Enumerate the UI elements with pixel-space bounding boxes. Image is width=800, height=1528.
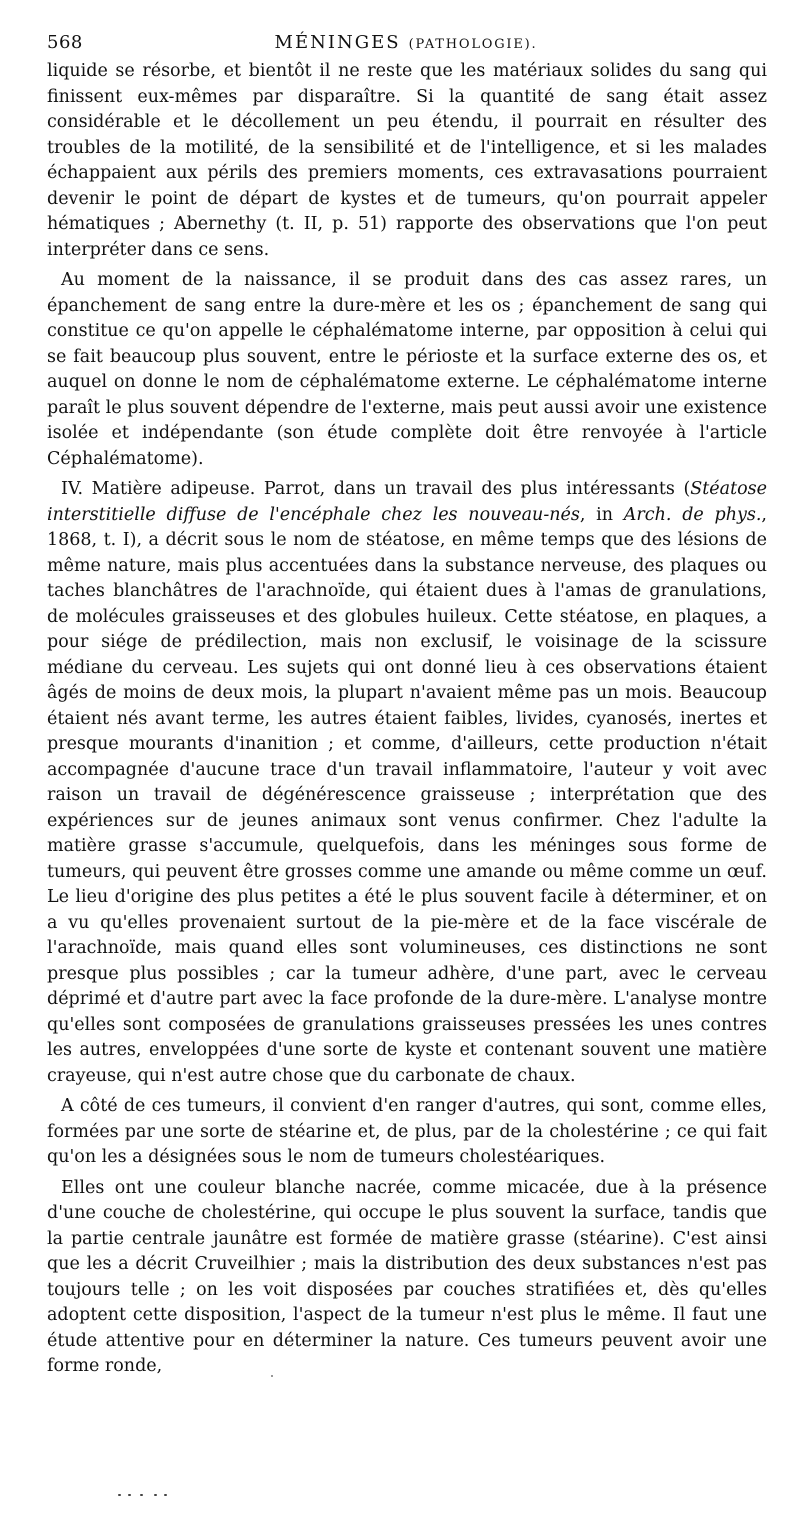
citation-connector: , in: [579, 504, 624, 525]
paragraph-adipose-matter: [47, 477, 767, 1089]
running-head-title: MÉNINGES: [274, 32, 401, 53]
running-head: [47, 32, 765, 53]
paragraph-cephalhematoma: Au moment de la naissance, il se produit dans des cas assez rares, un épanchement de sang entre la dure-mère et les os ; épanchement de sang qui constitue ce qu'on appelle le céphalématome interne, par opposition à celui qui se fait beaucoup plus souvent, entre le périoste et la surface externe des os, et auquel on donne le nom de céphalématome externe. Le céphalématome interne paraît le plus souvent dépendre de l'externe, mais peut aussi avoir une existence isolée et indépendante (son étude complète doit être renvoyée à l'article Céphalématome).: [47, 270, 767, 469]
print-mark: [128, 1494, 131, 1496]
paragraph-tumor-appearance: Elles ont une couleur blanche nacrée, comme micacée, due à la présence d'une couche de cholestérine, qui occupe le plus souvent la surface, tandis que la partie centrale jaunâtre est formée de matière grasse (stéarine). C'est ainsi que les a décrit Cruveilhier ; mais la distribution des deux substances n'est pas toujours telle ; on les voit disposées par couches stratifiées et, dès qu'elles adoptent cette disposition, l'aspect de la tumeur n'est plus le même. Il faut une étude attentive pour en déterminer la nature. Ces tumeurs peuvent avoir une forme ronde,: [47, 1177, 767, 1376]
cited-journal: Arch. de phys.: [623, 504, 762, 525]
print-marks: [118, 1490, 178, 1500]
body-text: [47, 59, 767, 1380]
cited-work-title: Stéatose interstitielle diffuse de l'encéphale chez les nouveau-nés: [47, 479, 767, 525]
paragraph-body: , 1868, t. I), a décrit sous le nom de stéatose, en même temps que des lésions de même nature, mais plus accentuées dans la substance nerveuse, des plaques ou taches blanchâtres de l'arachnoïde, qui étaient dues à l'amas de granulations, de molécules graisseuses et des globules huileux. Cette stéatose, en plaques, a pour siége de prédilection, mais non exclusif, le voisinage de la scissure médiane du cerveau. Les sujets qui ont donné lieu à ces observations étaient âgés de moins de deux mois, la plupart n'avaient même pas un mois. Beaucoup étaient nés avant terme, les autres étaient faibles, livides, cyanosés, inertes et presque mourants d'inanition ; et comme, d'ailleurs, cette production n'était accompagnée d'aucune trace d'un travail inflammatoire, l'auteur y voit avec raison un travail de dégénérescence graisseuse ; interprétation que des expériences sur de jeunes animaux sont venus confirmer. Chez l'adulte la matière grasse s'accumule, quelquefois, dans les méninges sous forme de tumeurs, qui peuvent être grosses comme une amande ou même comme un œuf. Le lieu d'origine des plus petites a été le plus souvent facile à déterminer, et on a vu qu'elles provenaient surtout de la pie-mère et de la face viscérale de l'arachnoïde, mais quand elles sont volumineuses, ces distinctions ne sont presque plus possibles ; car la tumeur adhère, d'une part, avec le cerveau déprimé et d'autre part avec la face profonde de la dure-mère. L'analyse montre qu'elles sont composées de granulations graisseuses pressées les unes contres les autres, enveloppées d'une sorte de kyste et contenant souvent une matière crayeuse, qui n'est autre chose que du carbonate de chaux.: [47, 504, 767, 1086]
section-heading: IV. Matière adipeuse.: [61, 479, 256, 499]
print-mark: [140, 1494, 143, 1496]
print-mark: [164, 1494, 167, 1496]
print-mark: [154, 1494, 157, 1496]
print-mark: [118, 1494, 121, 1496]
paragraph-cholesteatoma: A côté de ces tumeurs, il convient d'en ranger d'autres, qui sont, comme elles, formées par une sorte de stéarine et, de plus, par de la cholestérine ; ce qui fait qu'on les a désignées sous le nom de tumeurs cholestéariques.: [47, 1096, 767, 1167]
paragraph-intro: Parrot, dans un travail des plus intéressants (: [263, 479, 691, 499]
running-head-subtitle: (PATHOLOGIE).: [408, 37, 538, 52]
paper-speck: [271, 1375, 273, 1377]
paragraph-hematic-cysts: liquide se résorbe, et bientôt il ne reste que les matériaux solides du sang qui finissent eux-mêmes par disparaître. Si la quantité de sang était assez considérable et le décollement un peu étendu, il pourrait en résulter des troubles de la motilité, de la sensibilité et de l'intelligence, et si les malades échappaient aux périls des premiers moments, ces extravasations pourraient devenir le point de départ de kystes et de tumeurs, qu'on pourrait appeler hématiques ; Abernethy (t. II, p. 51) rapporte des observations que l'on peut interpréter dans ce sens.: [47, 61, 767, 260]
page-number: 568: [47, 32, 83, 53]
page-header: [47, 32, 765, 60]
